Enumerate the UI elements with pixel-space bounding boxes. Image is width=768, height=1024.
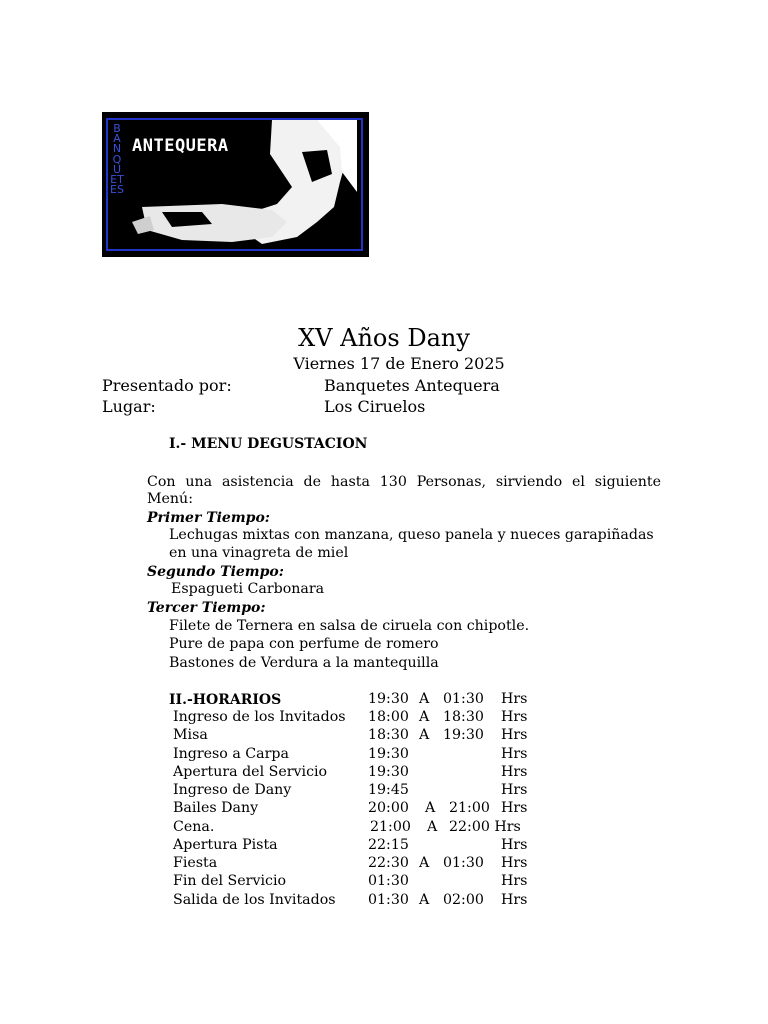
schedule-row-name: Apertura del Servicio: [173, 764, 328, 780]
event-date: Viernes 17 de Enero 2025: [293, 354, 505, 373]
course-item: Filete de Ternera en salsa de ciruela con chipotle.: [169, 618, 530, 634]
schedule-row-a: A: [419, 855, 430, 871]
schedule-row-name: Apertura Pista: [173, 837, 278, 853]
schedule-row-unit: Hrs: [501, 837, 528, 853]
schedule-row-name: Bailes Dany: [173, 800, 259, 816]
schedule-heading-a: A: [419, 691, 430, 707]
schedule-row-unit: Hrs: [501, 873, 528, 889]
logo-vertical-text: BANQUETES: [110, 122, 124, 197]
schedule-row-a: A: [425, 800, 436, 816]
schedule-row-start: 22:30: [368, 855, 409, 871]
schedule-heading-end: 01:30: [443, 691, 484, 707]
schedule-row-unit: Hrs: [501, 855, 528, 871]
schedule-row-start: 19:30: [368, 764, 409, 780]
schedule-row-start: 21:00: [370, 819, 411, 835]
menu-intro-line-1: Con una asistencia de hasta 130 Personas, sirviendo el siguiente: [147, 474, 661, 490]
course-item: Pure de papa con perfume de romero: [169, 636, 439, 652]
schedule-row-unit: Hrs: [501, 727, 528, 743]
course-item: Espagueti Carbonara: [171, 581, 325, 597]
schedule-row-a: A: [419, 709, 430, 725]
schedule-row-unit: Hrs: [501, 892, 528, 908]
schedule-row-unit: Hrs: [501, 800, 528, 816]
schedule-row-a: A: [427, 819, 438, 835]
schedule-row-name: Fiesta: [173, 855, 218, 871]
schedule-row-name: Misa: [173, 727, 208, 743]
schedule-row-end: 22:00 Hrs: [449, 819, 521, 835]
schedule-row-name: Salida de los Invitados: [173, 892, 336, 908]
presented-by-label: Presentado por:: [102, 376, 232, 395]
schedule-row-unit: Hrs: [501, 746, 528, 762]
schedule-row-end: 02:00: [443, 892, 484, 908]
logo-name: ANTEQUERA: [132, 136, 229, 156]
schedule-row-start: 01:30: [368, 873, 409, 889]
schedule-row-start: 22:15: [368, 837, 409, 853]
schedule-row-end: 18:30: [443, 709, 484, 725]
menu-heading: I.- MENU DEGUSTACION: [169, 436, 368, 452]
place-value: Los Ciruelos: [324, 397, 426, 416]
place-label: Lugar:: [102, 397, 156, 416]
schedule-row-name: Ingreso a Carpa: [173, 746, 289, 762]
schedule-row-a: A: [419, 892, 430, 908]
course-item: Lechugas mixtas con manzana, queso panela y nueces garapiñadas: [169, 527, 654, 543]
schedule-row-end: 19:30: [443, 727, 484, 743]
schedule-row-start: 18:30: [368, 727, 409, 743]
presented-by-value: Banquetes Antequera: [324, 376, 500, 395]
schedule-row-name: Ingreso de Dany: [173, 782, 292, 798]
schedule-row-name: Fin del Servicio: [173, 873, 287, 889]
schedule-row-end: 01:30: [443, 855, 484, 871]
banquetes-antequera-logo: [102, 112, 369, 257]
schedule-row-start: 20:00: [368, 800, 409, 816]
schedule-heading-start: 19:30: [368, 691, 409, 707]
schedule-row-unit: Hrs: [501, 709, 528, 725]
schedule-row-unit: Hrs: [501, 782, 528, 798]
menu-intro-line-2: Menú:: [147, 491, 193, 507]
page-title: XV Años Dany: [298, 324, 470, 352]
schedule-row-name: Ingreso de los Invitados: [173, 709, 346, 725]
course-item: en una vinagreta de miel: [169, 545, 349, 561]
schedule-row-a: A: [419, 727, 430, 743]
schedule-row-end: 21:00: [449, 800, 490, 816]
schedule-heading-unit: Hrs: [501, 691, 528, 707]
schedule-row-start: 01:30: [368, 892, 409, 908]
schedule-row-unit: Hrs: [501, 764, 528, 780]
course-title: Primer Tiempo:: [147, 510, 270, 526]
course-title: Segundo Tiempo:: [147, 564, 284, 580]
course-item: Bastones de Verdura a la mantequilla: [169, 655, 439, 671]
course-title: Tercer Tiempo:: [147, 600, 266, 616]
schedule-row-start: 19:30: [368, 746, 409, 762]
schedule-row-name: Cena.: [173, 819, 215, 835]
menu-intro: [147, 473, 661, 509]
schedule-heading: II.-HORARIOS: [169, 692, 282, 708]
schedule-row-start: 19:45: [368, 782, 409, 798]
schedule-row-start: 18:00: [368, 709, 409, 725]
